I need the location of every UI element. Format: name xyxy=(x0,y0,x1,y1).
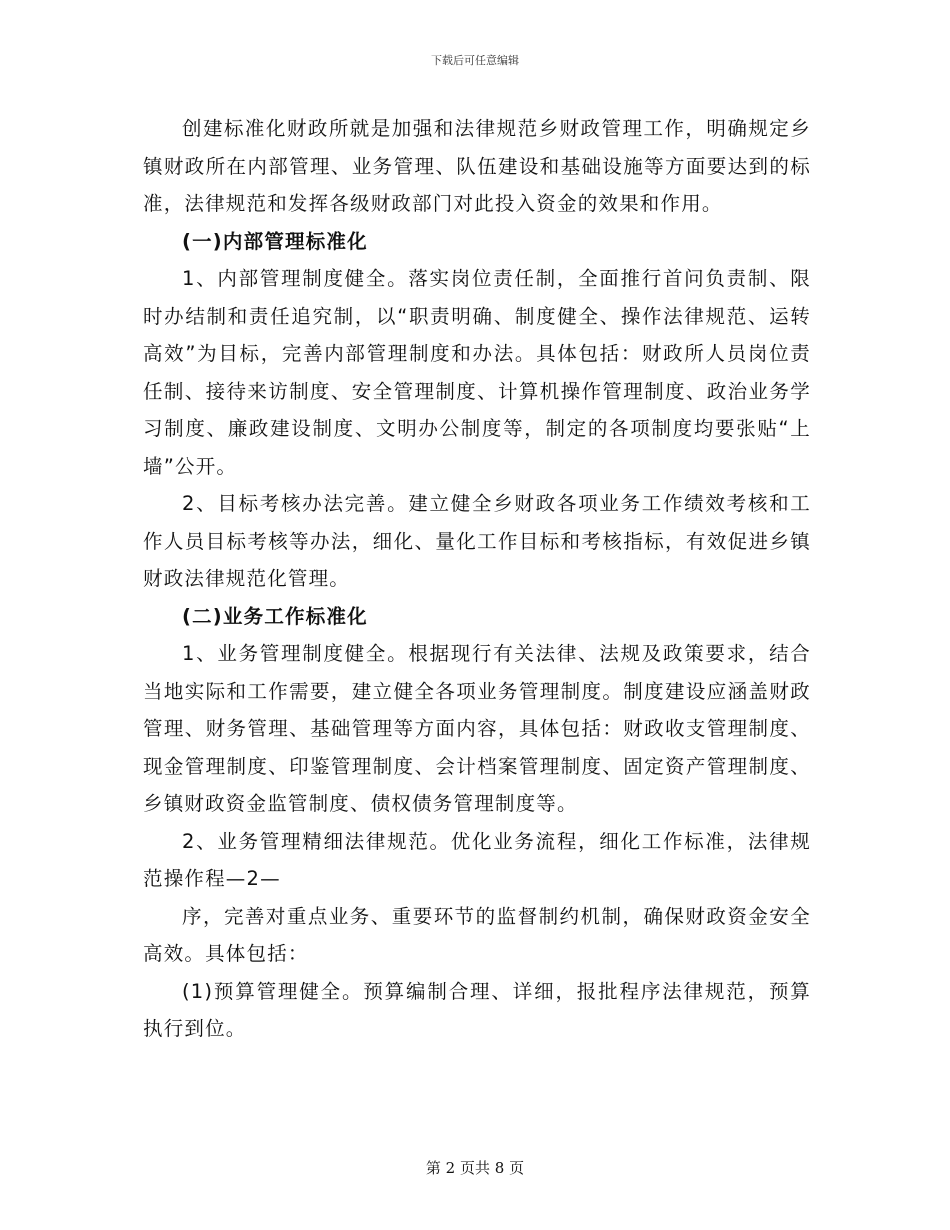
paragraph-business-refinement: 2、业务管理精细法律规范。优化业务流程，细化工作标准，法律规范操作程—2— xyxy=(143,829,811,890)
section-heading-business-work: (二)业务工作标准化 xyxy=(182,604,368,628)
page-number-footer: 第 2 页共 8 页 xyxy=(425,1159,525,1177)
document-body xyxy=(143,110,811,1048)
paragraph-budget-management: (1)预算管理健全。预算编制合理、详细，报批程序法律规范，预算执行到位。 xyxy=(143,979,811,1040)
paragraph-intro: 创建标准化财政所就是加强和法律规范乡财政管理工作，明确规定乡镇财政所在内部管理、业务管理、队伍建设和基础设施等方面要达到的标准，法律规范和发挥各级财政部门对此投入资金的效果和作用。 xyxy=(143,117,811,215)
paragraph-target-assessment: 2、目标考核办法完善。建立健全乡财政各项业务工作绩效考核和工作人员目标考核等办法，细化、量化工作目标和考核指标，有效促进乡镇财政法律规范化管理。 xyxy=(143,492,811,590)
section-heading-internal-management: (一)内部管理标准化 xyxy=(182,229,368,253)
paragraph-business-rules: 1、业务管理制度健全。根据现行有关法律、法规及政策要求，结合当地实际和工作需要，建立健全各项业务管理制度。制度建设应涵盖财政管理、财务管理、基础管理等方面内容，具体包括：财政收支管理制度、现金管理制度、印鉴管理制度、会计档案管理制度、固定资产管理制度、乡镇财政资金监管制度、债权债务管理制度等。 xyxy=(143,642,811,815)
page-header-note: 下载后可任意编辑 xyxy=(431,54,519,67)
paragraph-internal-rules: 1、内部管理制度健全。落实岗位责任制，全面推行首问负责制、限时办结制和责任追究制，以“职责明确、制度健全、操作法律规范、运转高效”为目标，完善内部管理制度和办法。具体包括：财政所人员岗位责任制、接待来访制度、安全管理制度、计算机操作管理制度、政治业务学习制度、廉政建设制度、文明办公制度等，制定的各项制度均要张贴“上墙”公开。 xyxy=(143,267,811,478)
paragraph-procedure-continuation: 序，完善对重点业务、重要环节的监督制约机制，确保财政资金安全高效。具体包括： xyxy=(143,904,811,965)
